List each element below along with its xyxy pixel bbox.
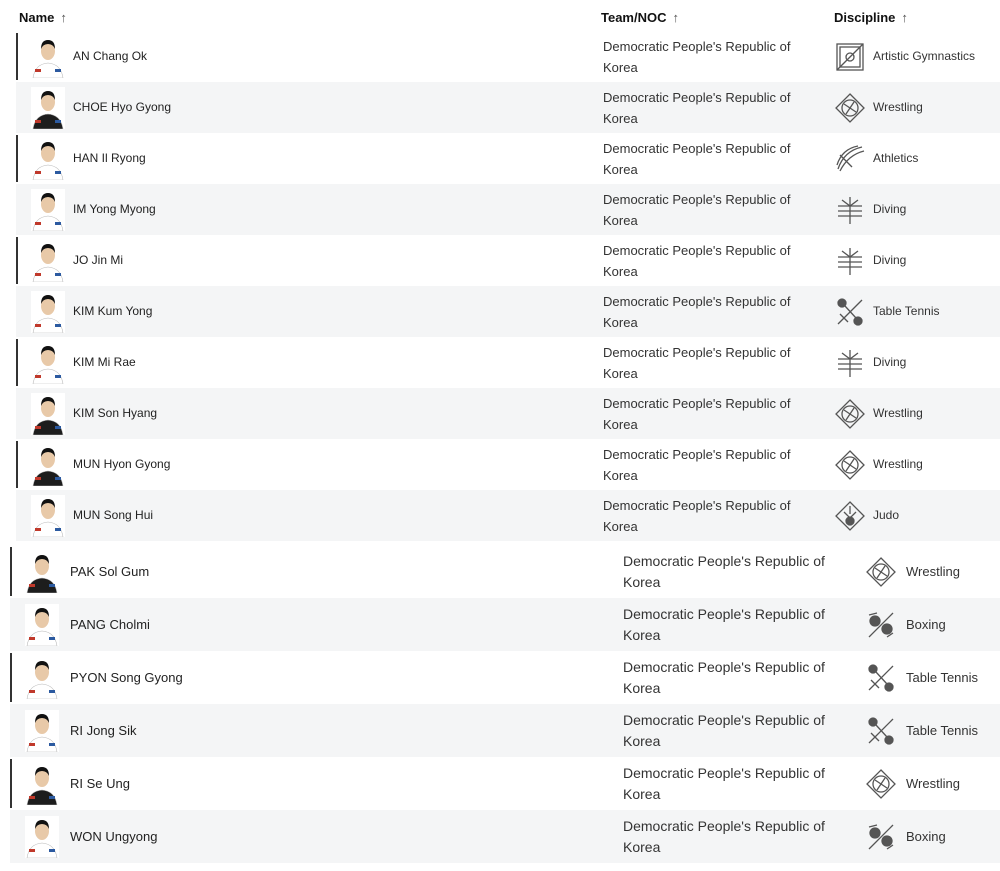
athlete-photo (31, 495, 65, 537)
discipline-label: Boxing (906, 616, 946, 632)
table-tennis-icon (834, 296, 866, 328)
athlete-team (603, 138, 790, 180)
athlete-name[interactable]: CHOE Hyo Gyong (73, 99, 172, 114)
row-accent-bar (10, 653, 12, 702)
discipline-label: Diving (873, 201, 907, 216)
row-accent-bar (16, 339, 18, 386)
athlete-photo (31, 36, 65, 78)
team-line-2: Korea (623, 679, 661, 696)
table-row[interactable] (10, 704, 1000, 757)
discipline-label: Table Tennis (873, 303, 940, 318)
athlete-team (603, 240, 790, 282)
wrestling-icon (834, 449, 866, 481)
team-line-1: Democratic People's Republic of (623, 605, 825, 622)
athlete-name[interactable]: IM Yong Myong (73, 201, 156, 216)
athlete-photo (31, 240, 65, 282)
team-line-2: Korea (623, 732, 661, 749)
athlete-photo (31, 87, 65, 129)
table-tennis-icon (865, 662, 897, 694)
athlete-name[interactable]: AN Chang Ok (73, 48, 148, 63)
wrestling-icon (834, 92, 866, 124)
team-line-2: Korea (603, 212, 638, 228)
table-row[interactable] (10, 598, 1000, 651)
team-line-1: Democratic People's Republic of (603, 293, 791, 309)
table-row[interactable] (16, 82, 1000, 133)
row-accent-bar (16, 33, 18, 80)
table-row[interactable] (16, 286, 1000, 337)
discipline-label: Wrestling (906, 563, 960, 579)
athlete-photo (31, 189, 65, 231)
table-row[interactable] (16, 184, 1000, 235)
diving-icon (834, 194, 866, 226)
discipline-column-header[interactable] (834, 10, 908, 25)
team-line-2: Korea (603, 416, 638, 432)
athlete-team (603, 87, 790, 129)
athlete-photo (31, 393, 65, 435)
discipline-label: Wrestling (873, 405, 923, 420)
team-line-2: Korea (603, 263, 638, 279)
athlete-team (603, 495, 790, 537)
discipline-header-label: Discipline (834, 10, 896, 25)
athlete-team (623, 763, 825, 805)
athletics-icon (834, 143, 866, 175)
table-row[interactable] (16, 31, 1000, 82)
diving-icon (834, 245, 866, 277)
table-header (0, 0, 1000, 33)
athlete-photo (25, 763, 59, 805)
judo-icon (834, 500, 866, 532)
team-line-1: Democratic People's Republic of (623, 658, 825, 675)
athlete-name[interactable]: JO Jin Mi (73, 252, 124, 267)
athlete-photo (25, 816, 59, 858)
discipline-label: Boxing (906, 828, 946, 844)
athlete-team (623, 816, 825, 858)
team-line-1: Democratic People's Republic of (623, 764, 825, 781)
table-row[interactable] (16, 235, 1000, 286)
athlete-name[interactable]: RI Se Ung (70, 775, 130, 791)
row-accent-bar (10, 547, 12, 596)
team-line-1: Democratic People's Republic of (603, 395, 791, 411)
team-line-1: Democratic People's Republic of (623, 817, 825, 834)
athlete-name[interactable]: KIM Mi Rae (73, 354, 136, 369)
athlete-team (623, 551, 825, 593)
row-accent-bar (16, 441, 18, 488)
artistic-gymnastics-icon (834, 41, 866, 73)
table-row[interactable] (16, 439, 1000, 490)
athlete-name[interactable]: PAK Sol Gum (70, 563, 150, 579)
team-line-1: Democratic People's Republic of (623, 711, 825, 728)
table-row[interactable] (10, 810, 1000, 863)
athlete-name[interactable]: MUN Hyon Gyong (73, 456, 171, 471)
team-line-1: Democratic People's Republic of (603, 38, 791, 54)
team-line-2: Korea (603, 110, 638, 126)
athlete-photo (31, 444, 65, 486)
table-row[interactable] (10, 757, 1000, 810)
athlete-name[interactable]: KIM Kum Yong (73, 303, 153, 318)
athlete-team (623, 657, 825, 699)
team-line-2: Korea (603, 314, 638, 330)
discipline-label: Artistic Gymnastics (873, 48, 976, 63)
table-row[interactable] (16, 133, 1000, 184)
sort-arrow-icon[interactable]: ↑ (901, 10, 908, 25)
discipline-label: Wrestling (906, 775, 960, 791)
team-line-2: Korea (603, 59, 638, 75)
table-row[interactable] (10, 651, 1000, 704)
athlete-name[interactable]: PANG Cholmi (70, 616, 150, 632)
team-line-1: Democratic People's Republic of (603, 242, 791, 258)
athlete-name[interactable]: PYON Song Gyong (70, 669, 183, 685)
athlete-name[interactable]: HAN Il Ryong (73, 150, 146, 165)
discipline-label: Diving (873, 354, 907, 369)
discipline-label: Athletics (873, 150, 919, 165)
team-header-label: Team/NOC (601, 10, 667, 25)
team-line-1: Democratic People's Republic of (603, 446, 791, 462)
athlete-team (603, 444, 790, 486)
team-line-2: Korea (623, 626, 661, 643)
team-line-1: Democratic People's Republic of (603, 140, 791, 156)
athlete-photo (25, 657, 59, 699)
athlete-name[interactable]: KIM Son Hyang (73, 405, 158, 420)
team-line-2: Korea (603, 161, 638, 177)
athlete-name[interactable]: MUN Song Hui (73, 507, 154, 522)
table-row[interactable] (16, 388, 1000, 439)
athlete-team (603, 189, 790, 231)
athlete-photo (31, 291, 65, 333)
name-column-header[interactable] (19, 10, 67, 25)
name-header-label: Name (19, 10, 55, 25)
wrestling-icon (865, 768, 897, 800)
discipline-label: Table Tennis (906, 669, 979, 685)
discipline-label: Wrestling (873, 99, 923, 114)
athlete-photo (31, 138, 65, 180)
team-line-2: Korea (603, 467, 638, 483)
wrestling-icon (865, 556, 897, 588)
discipline-label: Table Tennis (906, 722, 979, 738)
row-accent-bar (10, 759, 12, 808)
team-line-2: Korea (603, 518, 638, 534)
team-column-header[interactable] (601, 10, 679, 25)
sort-arrow-icon[interactable]: ↑ (60, 10, 67, 25)
team-line-2: Korea (623, 838, 661, 855)
athlete-team (623, 710, 825, 752)
athlete-team (603, 36, 790, 78)
table-row[interactable] (16, 490, 1000, 541)
table-row[interactable] (16, 337, 1000, 388)
athlete-team (623, 604, 825, 646)
team-line-1: Democratic People's Republic of (603, 89, 791, 105)
athlete-photo (25, 604, 59, 646)
athlete-team (603, 291, 790, 333)
table-row[interactable] (10, 545, 1000, 598)
team-line-1: Democratic People's Republic of (603, 497, 791, 513)
row-accent-bar (16, 237, 18, 284)
boxing-icon (865, 609, 897, 641)
team-line-1: Democratic People's Republic of (623, 552, 825, 569)
boxing-icon (865, 821, 897, 853)
team-line-1: Democratic People's Republic of (603, 344, 791, 360)
diving-icon (834, 347, 866, 379)
team-line-2: Korea (623, 785, 661, 802)
sort-arrow-icon[interactable]: ↑ (672, 10, 679, 25)
discipline-label: Diving (873, 252, 907, 267)
team-line-2: Korea (623, 573, 661, 590)
athlete-name[interactable]: WON Ungyong (70, 828, 158, 844)
discipline-label: Judo (873, 507, 900, 522)
athlete-photo (25, 710, 59, 752)
row-accent-bar (16, 135, 18, 182)
athlete-team (603, 342, 790, 384)
team-line-1: Democratic People's Republic of (603, 191, 791, 207)
wrestling-icon (834, 398, 866, 430)
table-tennis-icon (865, 715, 897, 747)
athlete-name[interactable]: RI Jong Sik (70, 722, 137, 738)
team-line-2: Korea (603, 365, 638, 381)
athlete-photo (25, 551, 59, 593)
athlete-photo (31, 342, 65, 384)
discipline-label: Wrestling (873, 456, 923, 471)
athlete-team (603, 393, 790, 435)
